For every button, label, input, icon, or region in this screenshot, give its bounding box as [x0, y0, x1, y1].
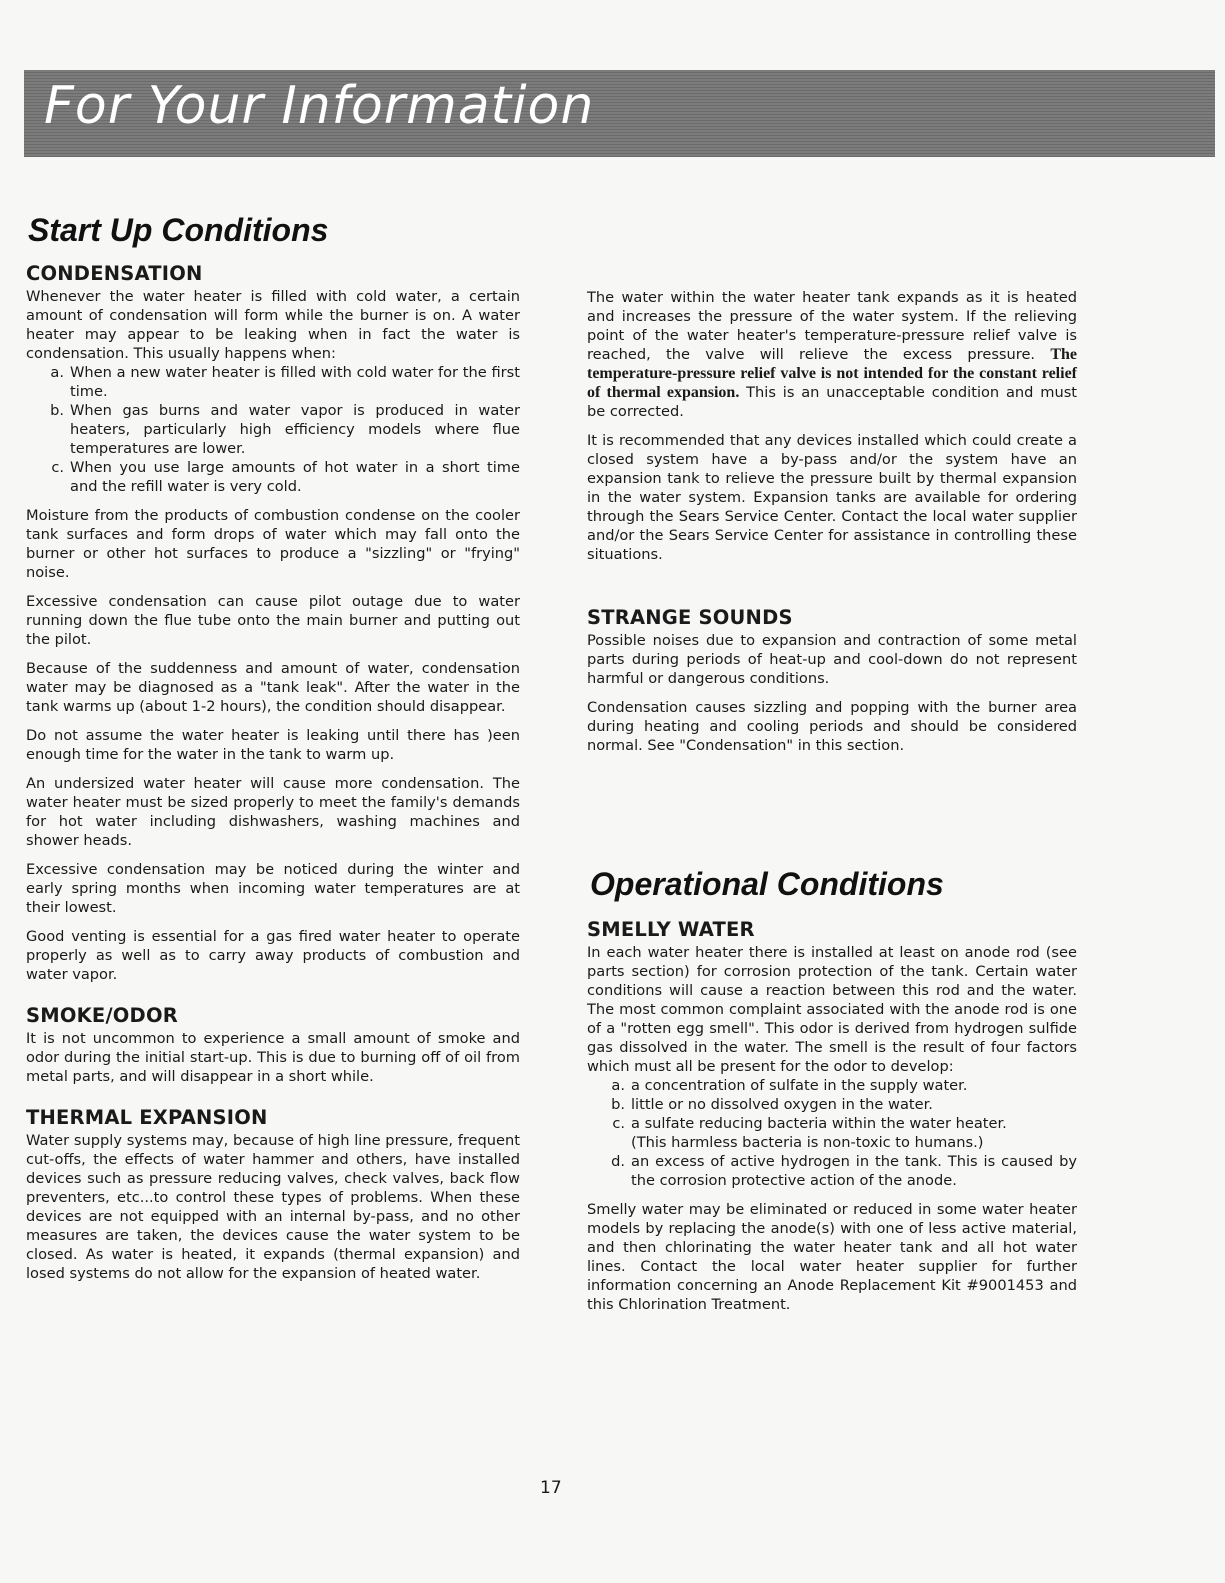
heading-thermal-expansion: THERMAL EXPANSION [26, 1106, 268, 1129]
list-item [26, 401, 520, 458]
heading-smelly-water: SMELLY WATER [587, 918, 755, 941]
list-text: When a new water heater is filled with cold water for the first time. [70, 364, 520, 400]
condensation-paragraph: Excessive condensation can cause pilot outage due to water running down the flue tube onto the main burner and putting out the pilot. [26, 593, 520, 648]
condensation-paragraph: Do not assume the water heater is leaking until there has )een enough time for the water in the tank to warm up. [26, 727, 520, 763]
thermal-paragraph: It is recommended that any devices installed which could create a closed system have a by-pass and/or the system have an expansion tank to relieve the pressure built by thermal expansion in the water system. Expansion tanks are available for ordering through the Sears Service Center. Contact the local water supplier and/or the Sears Service Center for assistance in controlling these situations. [587, 432, 1077, 563]
condensation-paragraph: Good venting is essential for a gas fired water heater to operate properly as well as to carry away products of combustion and water vapor. [26, 928, 520, 983]
condensation-intro: Whenever the water heater is filled with cold water, a certain amount of condensation will form while the burner is on. A water heater may appear to be leaking when in fact the water is condensation. This usually happens when: [26, 288, 520, 362]
thermal-relief-paragraph [587, 288, 1077, 421]
list-text-wrap [631, 1114, 1077, 1152]
list-subtext: (This harmless bacteria is non-toxic to humans.) [631, 1134, 984, 1151]
sounds-paragraph: Possible noises due to expansion and contraction of some metal parts during periods of heat-up and cool-down do not represent harmful or dangerous conditions. [587, 632, 1077, 687]
sounds-paragraph: Condensation causes sizzling and popping with the burner area during heating and cooling periods and should be considered normal. See "Condensation" in this section. [587, 699, 1077, 754]
smelly-intro: In each water heater there is installed at least on anode rod (see parts section) for corrosion protection of the tank. Certain water conditions will cause a reaction between this rod and the water. The most common complaint associated with the anode rod is one of a "rotten egg smell". This odor is derived from hydrogen sulfide gas dissolved in the water. The smell is the result of four factors which must all be present for the odor to develop: [587, 944, 1077, 1075]
page-number: 17 [540, 1478, 562, 1498]
condensation-paragraph: Excessive condensation may be noticed during the winter and early spring months when incoming water temperatures are at their lowest. [26, 861, 520, 916]
list-marker: a. [611, 1077, 625, 1094]
smoke-paragraph: It is not uncommon to experience a small amount of smoke and odor during the initial start-up. This is due to burning off of oil from metal parts, and will disappear in a short while. [26, 1030, 520, 1085]
section-title-start-up: Start Up Conditions [28, 212, 329, 248]
list-text: a sulfate reducing bacteria within the water heater. [631, 1115, 1007, 1132]
list-marker: b. [611, 1096, 625, 1113]
list-item [26, 363, 520, 401]
condensation-paragraph: Moisture from the products of combustion condense on the cooler tank surfaces and form drops of water which may fall onto the burner or other hot surfaces to produce a "sizzling" or "frying" noise. [26, 507, 520, 581]
thermal-text: The water within the water heater tank expands as it is heated and increases the pressure of the water system. If the relieving point of the water heater's temperature-pressure relief valve is reached, the valve will relieve the excess pressure. [587, 289, 1077, 363]
list-text: When you use large amounts of hot water in a short time and the refill water is very cold. [70, 459, 520, 495]
thermal-warning: The temperature-pressure relief valve is not intended for the constant relief of thermal expansion. [587, 346, 1077, 401]
smelly-paragraph: Smelly water may be eliminated or reduced in some water heater models by replacing the anode(s) with one of less active material, and then chlorinating the water heater tank and all hot water lines. Contact the local water heater supplier for further information concerning an Anode Replacement Kit #9001453 and this Chlorination Treatment. [587, 1201, 1077, 1313]
section-title-operational: Operational Conditions [590, 866, 944, 902]
list-marker: d. [611, 1153, 625, 1170]
header-banner [24, 70, 1215, 157]
list-text: When gas burns and water vapor is produced in water heaters, particularly high efficiency models where flue temperatures are lower. [70, 402, 520, 457]
condensation-list [26, 363, 520, 496]
list-text: a concentration of sulfate in the supply water. [631, 1077, 968, 1094]
right-column [587, 288, 1077, 765]
list-item [587, 1114, 1077, 1152]
list-item [26, 458, 520, 496]
list-marker: c. [612, 1115, 625, 1132]
list-item [587, 1076, 1077, 1095]
list-text: an excess of active hydrogen in the tank. This is caused by the corrosion protective action of the anode. [631, 1153, 1077, 1189]
list-item [587, 1152, 1077, 1190]
list-marker: b. [50, 402, 64, 419]
condensation-paragraph: An undersized water heater will cause more condensation. The water heater must be sized properly to meet the family's demands for hot water including dishwashers, washing machines and shower heads. [26, 775, 520, 849]
list-marker: a. [50, 364, 64, 381]
condensation-paragraph: Because of the suddenness and amount of water, condensation water may be diagnosed as a "tank leak". After the water in the tank warms up (about 1-2 hours), the condition should disappear. [26, 660, 520, 715]
smelly-list [587, 1076, 1077, 1190]
heading-smoke-odor: SMOKE/ODOR [26, 1004, 178, 1027]
heading-strange-sounds: STRANGE SOUNDS [587, 606, 793, 629]
thermal-text: This is an unacceptable condition and must be corrected. [587, 384, 1078, 420]
right-column-lower [587, 920, 1077, 1324]
left-column [26, 264, 520, 1293]
heading-condensation: CONDENSATION [26, 262, 203, 285]
banner-title: For Your Information [44, 76, 595, 136]
list-text: little or no dissolved oxygen in the water. [631, 1096, 933, 1113]
list-item [587, 1095, 1077, 1114]
thermal-paragraph: Water supply systems may, because of high line pressure, frequent cut-offs, the effects of water hammer and others, have installed devices such as pressure reducing valves, check valves, back flow preventers, etc...to control these types of problems. When these devices are not equipped with an internal by-pass, and no other measures are taken, the devices cause the water system to be closed. As water is heated, it expands (thermal expansion) and losed systems do not allow for the expansion of heated water. [26, 1132, 520, 1282]
list-marker: c. [51, 459, 64, 476]
